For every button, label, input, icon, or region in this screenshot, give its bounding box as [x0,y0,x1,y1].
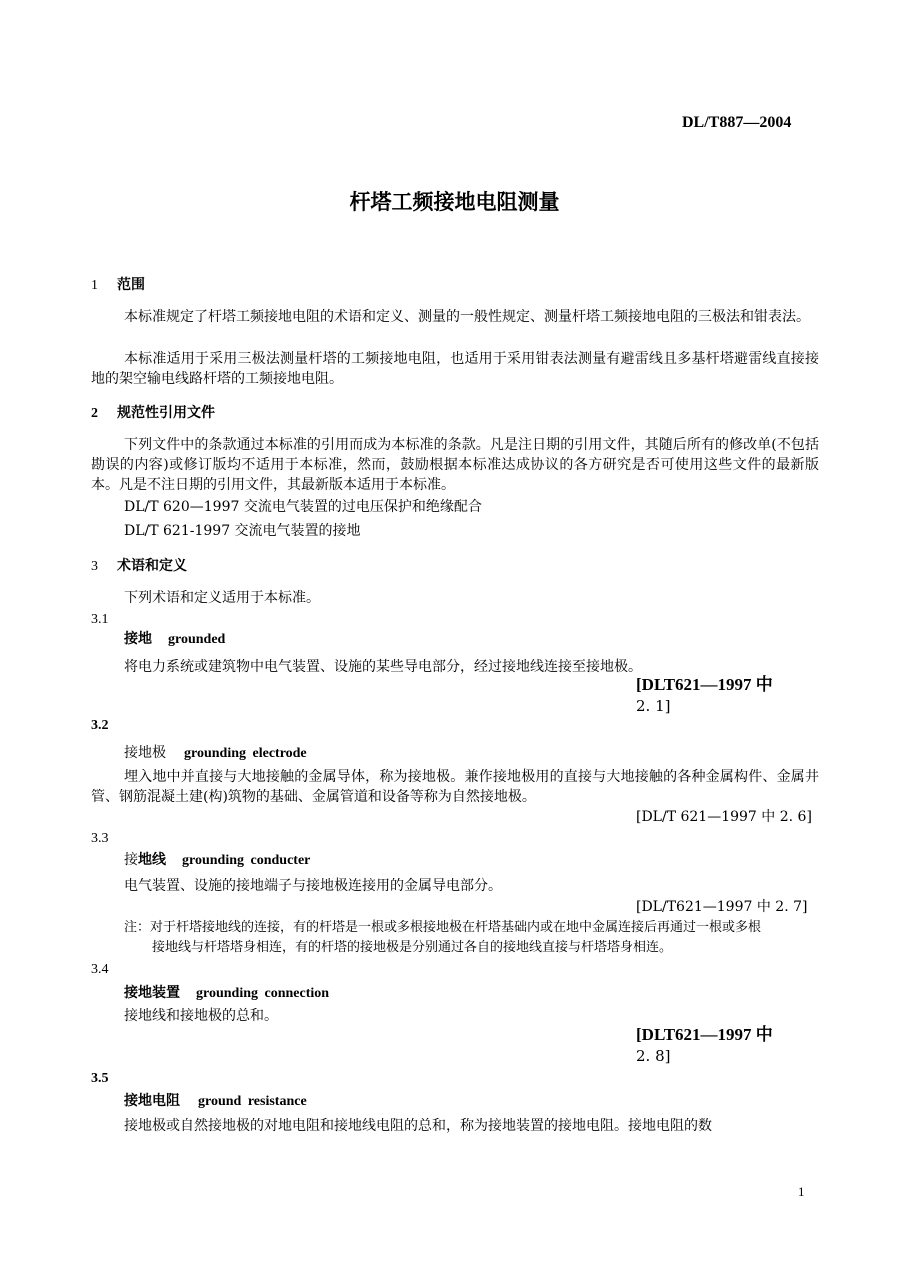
clause-3-1-source [636,674,796,717]
clause-3-3-number: 3.3 [91,831,109,846]
page-number: 1 [798,1184,805,1199]
section-2-paragraph-1: 下列文件中的条款通过本标准的引用而成为本标准的条款。凡是注日期的引用文件，其随后所有的修改单(不包括勘误的内容)或修订版均不适用于本标准，然而，鼓励根据本标准达成协议的各方研究是否可使用这些文件的最新版本。凡是不注日期的引用文件，其最新版本适用于本标准。 [91,437,819,493]
document-code: DL/T887—2004 [682,114,792,131]
page-title: 杆塔工频接地电阻测量 [349,190,560,214]
normative-reference-1: DL/T 620—1997 交流电气装置的过电压保护和绝缘配合 [124,499,482,515]
normative-reference-2: DL/T 621-1997 交流电气装置的接地 [124,523,361,539]
clause-3-5-definition: 接地极或自然接地极的对地电阻和接地线电阻的总和，称为接地装置的接地电阻。接地电阻的数 [124,1118,712,1134]
term-english: grounding conducter [182,853,311,868]
clause-3-3-term [124,849,310,869]
clause-3-3-note [124,918,819,958]
section-number: 1 [91,278,98,293]
section-number: 3 [91,559,98,574]
section-title: 范围 [117,277,145,293]
term-chinese: 接地电阻 [124,1093,180,1109]
clause-3-3-definition: 电气装置、设施的接地端子与接地极连接用的金属导电部分。 [124,878,502,894]
section-1-paragraph-2: 本标准适用于采用三极法测量杆塔的工频接地电阻，也适用于采用钳表法测量有避雷线且多基杆塔避雷线直接接地的架空输电线路杆塔的工频接地电阻。 [91,351,819,387]
source-line-1: [DLT621—1997 中 [636,675,773,694]
section-title: 术语和定义 [117,558,187,574]
term-chinese-a: 接 [124,852,138,868]
section-1-paragraph-1: 本标准规定了杆塔工频接地电阻的术语和定义、测量的一般性规定、测量杆塔工频接地电阻的三极法和钳表法。 [124,309,810,325]
source-line-2: 2. 8] [636,1047,671,1065]
term-chinese: 接地 [124,631,152,647]
term-english: grounding electrode [184,746,307,761]
section-3-intro: 下列术语和定义适用于本标准。 [124,590,320,606]
clause-3-2-source: [DL/T 621—1997 中 2. 6] [636,809,812,825]
clause-3-1-term [124,628,225,648]
term-chinese-b: 地线 [138,852,166,868]
section-3-heading [91,555,187,575]
clause-3-5-number: 3.5 [91,1071,109,1086]
clause-3-2-term [124,742,307,762]
note-line-2: 接地线与杆塔塔身相连，有的杆塔的接地极是分别通过各自的接地线直接与杆塔塔身相连。 [152,940,673,955]
note-line-1: 注：对于杆塔接地线的连接，有的杆塔是一根或多根接地极在杆塔基础内或在地中金属连接后再通过一根或多根 [124,920,762,935]
clause-3-1-number: 3.1 [91,612,109,627]
clause-3-4-number: 3.4 [91,962,109,977]
term-english: grounded [168,632,226,647]
term-english: ground resistance [198,1094,307,1109]
source-line-1: [DLT621—1997 中 [636,1025,773,1044]
term-chinese: 接地装置 [124,985,180,1001]
clause-3-4-definition: 接地线和接地极的总和。 [124,1008,278,1024]
section-title: 规范性引用文件 [117,405,215,421]
term-english: grounding connection [196,986,330,1001]
clause-3-3-source: [DL/T621—1997 中 2. 7] [636,899,808,915]
clause-3-2-definition: 埋入地中并直接与大地接触的金属导体，称为接地极。兼作接地极用的直接与大地接触的各种金属构件、金属井管、钢筋混凝土建(构)筑物的基础、金属管道和设备等称为自然接地极。 [91,769,819,805]
clause-3-5-term [124,1090,307,1110]
source-line-2: 2. 1] [636,697,671,715]
clause-3-4-source [636,1024,796,1067]
clause-3-1-definition: 将电力系统或建筑物中电气装置、设施的某些导电部分，经过接地线连接至接地极。 [124,659,642,675]
section-2-heading [91,402,215,422]
term-chinese: 接地极 [124,745,166,761]
clause-3-2-number: 3.2 [91,718,109,733]
section-number: 2 [91,406,98,421]
section-1-heading [91,274,145,294]
clause-3-4-term [124,982,329,1002]
